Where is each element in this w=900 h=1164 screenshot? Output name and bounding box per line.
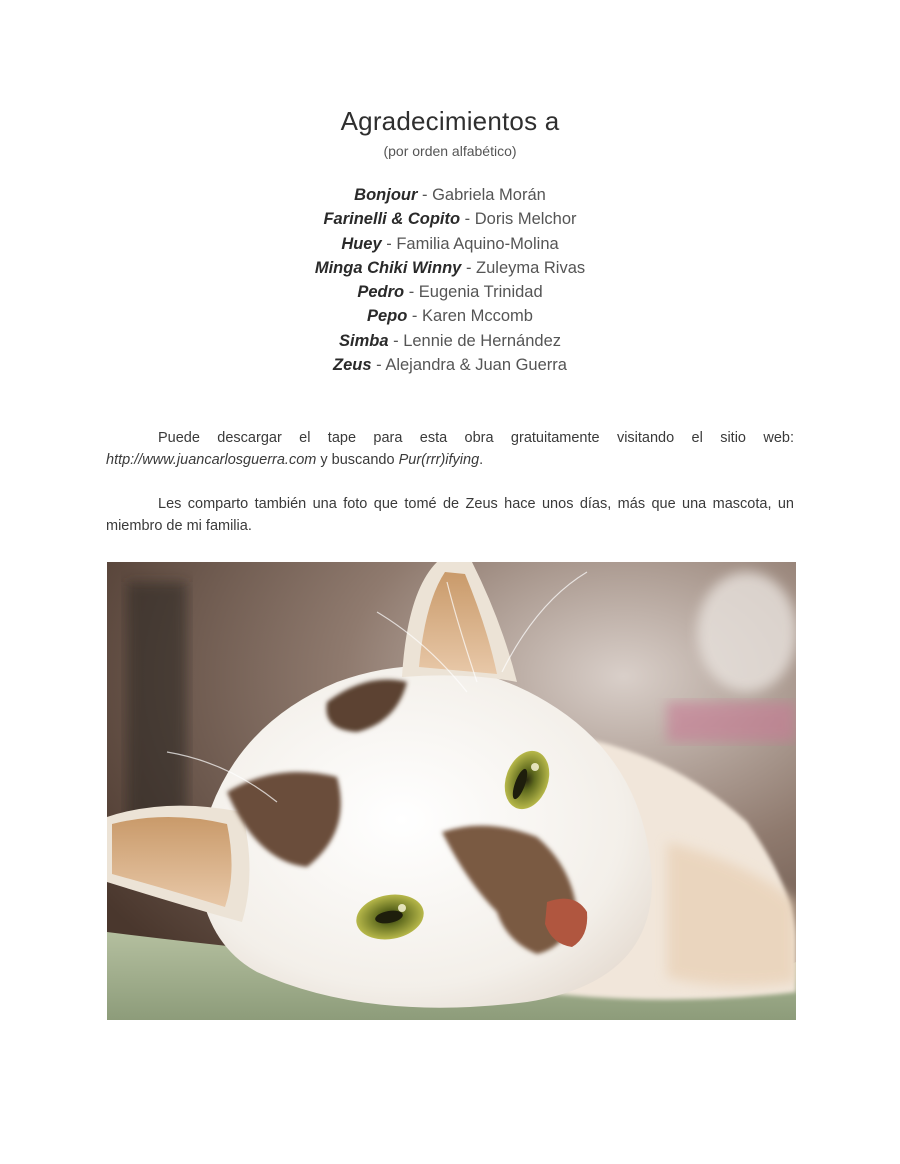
separator: - [460,210,475,229]
pet-name: Huey [341,234,382,253]
list-item [0,232,900,256]
list-item [0,329,900,353]
photo-intro-text: Les comparto también una foto que tomé de Zeus hace unos días, más que una mascota, un miembro de mi familia. [106,496,794,534]
list-item [0,183,900,207]
download-paragraph [106,427,794,471]
separator: - [461,258,477,277]
list-item [0,304,900,328]
list-item [0,280,900,304]
cat-photo [107,562,796,1020]
website-url: http://www.juancarlosguerra.com [106,452,317,468]
owner-name: Doris Melchor [474,210,577,229]
list-item [0,207,900,231]
pet-name: Minga Chiki Winny [314,258,462,277]
separator: - [371,356,386,375]
acknowledgements-list [0,183,900,377]
pet-name: Bonjour [354,186,418,204]
download-text: Puede descargar el tape para esta obra gratuitamente visitando el sitio web: [158,430,794,446]
pet-name: Simba [339,331,389,350]
owner-name: Eugenia Trinidad [418,283,543,302]
pet-name: Pedro [357,283,405,302]
owner-name: Zuleyma Rivas [476,258,586,277]
list-item [0,256,900,280]
download-text-end: . [479,452,484,468]
owner-name: Lennie de Hernández [403,331,561,350]
separator: - [388,331,404,350]
list-item [0,353,900,377]
photo-intro-paragraph [106,493,794,537]
separator: - [407,307,423,326]
owner-name: Familia Aquino-Molina [396,234,559,253]
tape-name: Pur(rrr)ifying [398,452,480,468]
page-title: Agradecimientos a [340,106,560,136]
pet-name: Farinelli & Copito [323,210,461,229]
pet-name: Pepo [367,307,408,326]
owner-name: Gabriela Morán [432,186,546,204]
separator: - [404,283,419,302]
owner-name: Karen Mccomb [422,307,533,326]
pet-name: Zeus [333,356,372,375]
separator: - [417,186,433,204]
separator: - [381,234,397,253]
page-subtitle: (por orden alfabético) [383,143,517,159]
download-text-middle: y buscando [316,452,399,468]
cat-photo-illustration [107,562,796,1020]
owner-name: Alejandra & Juan Guerra [385,356,567,375]
